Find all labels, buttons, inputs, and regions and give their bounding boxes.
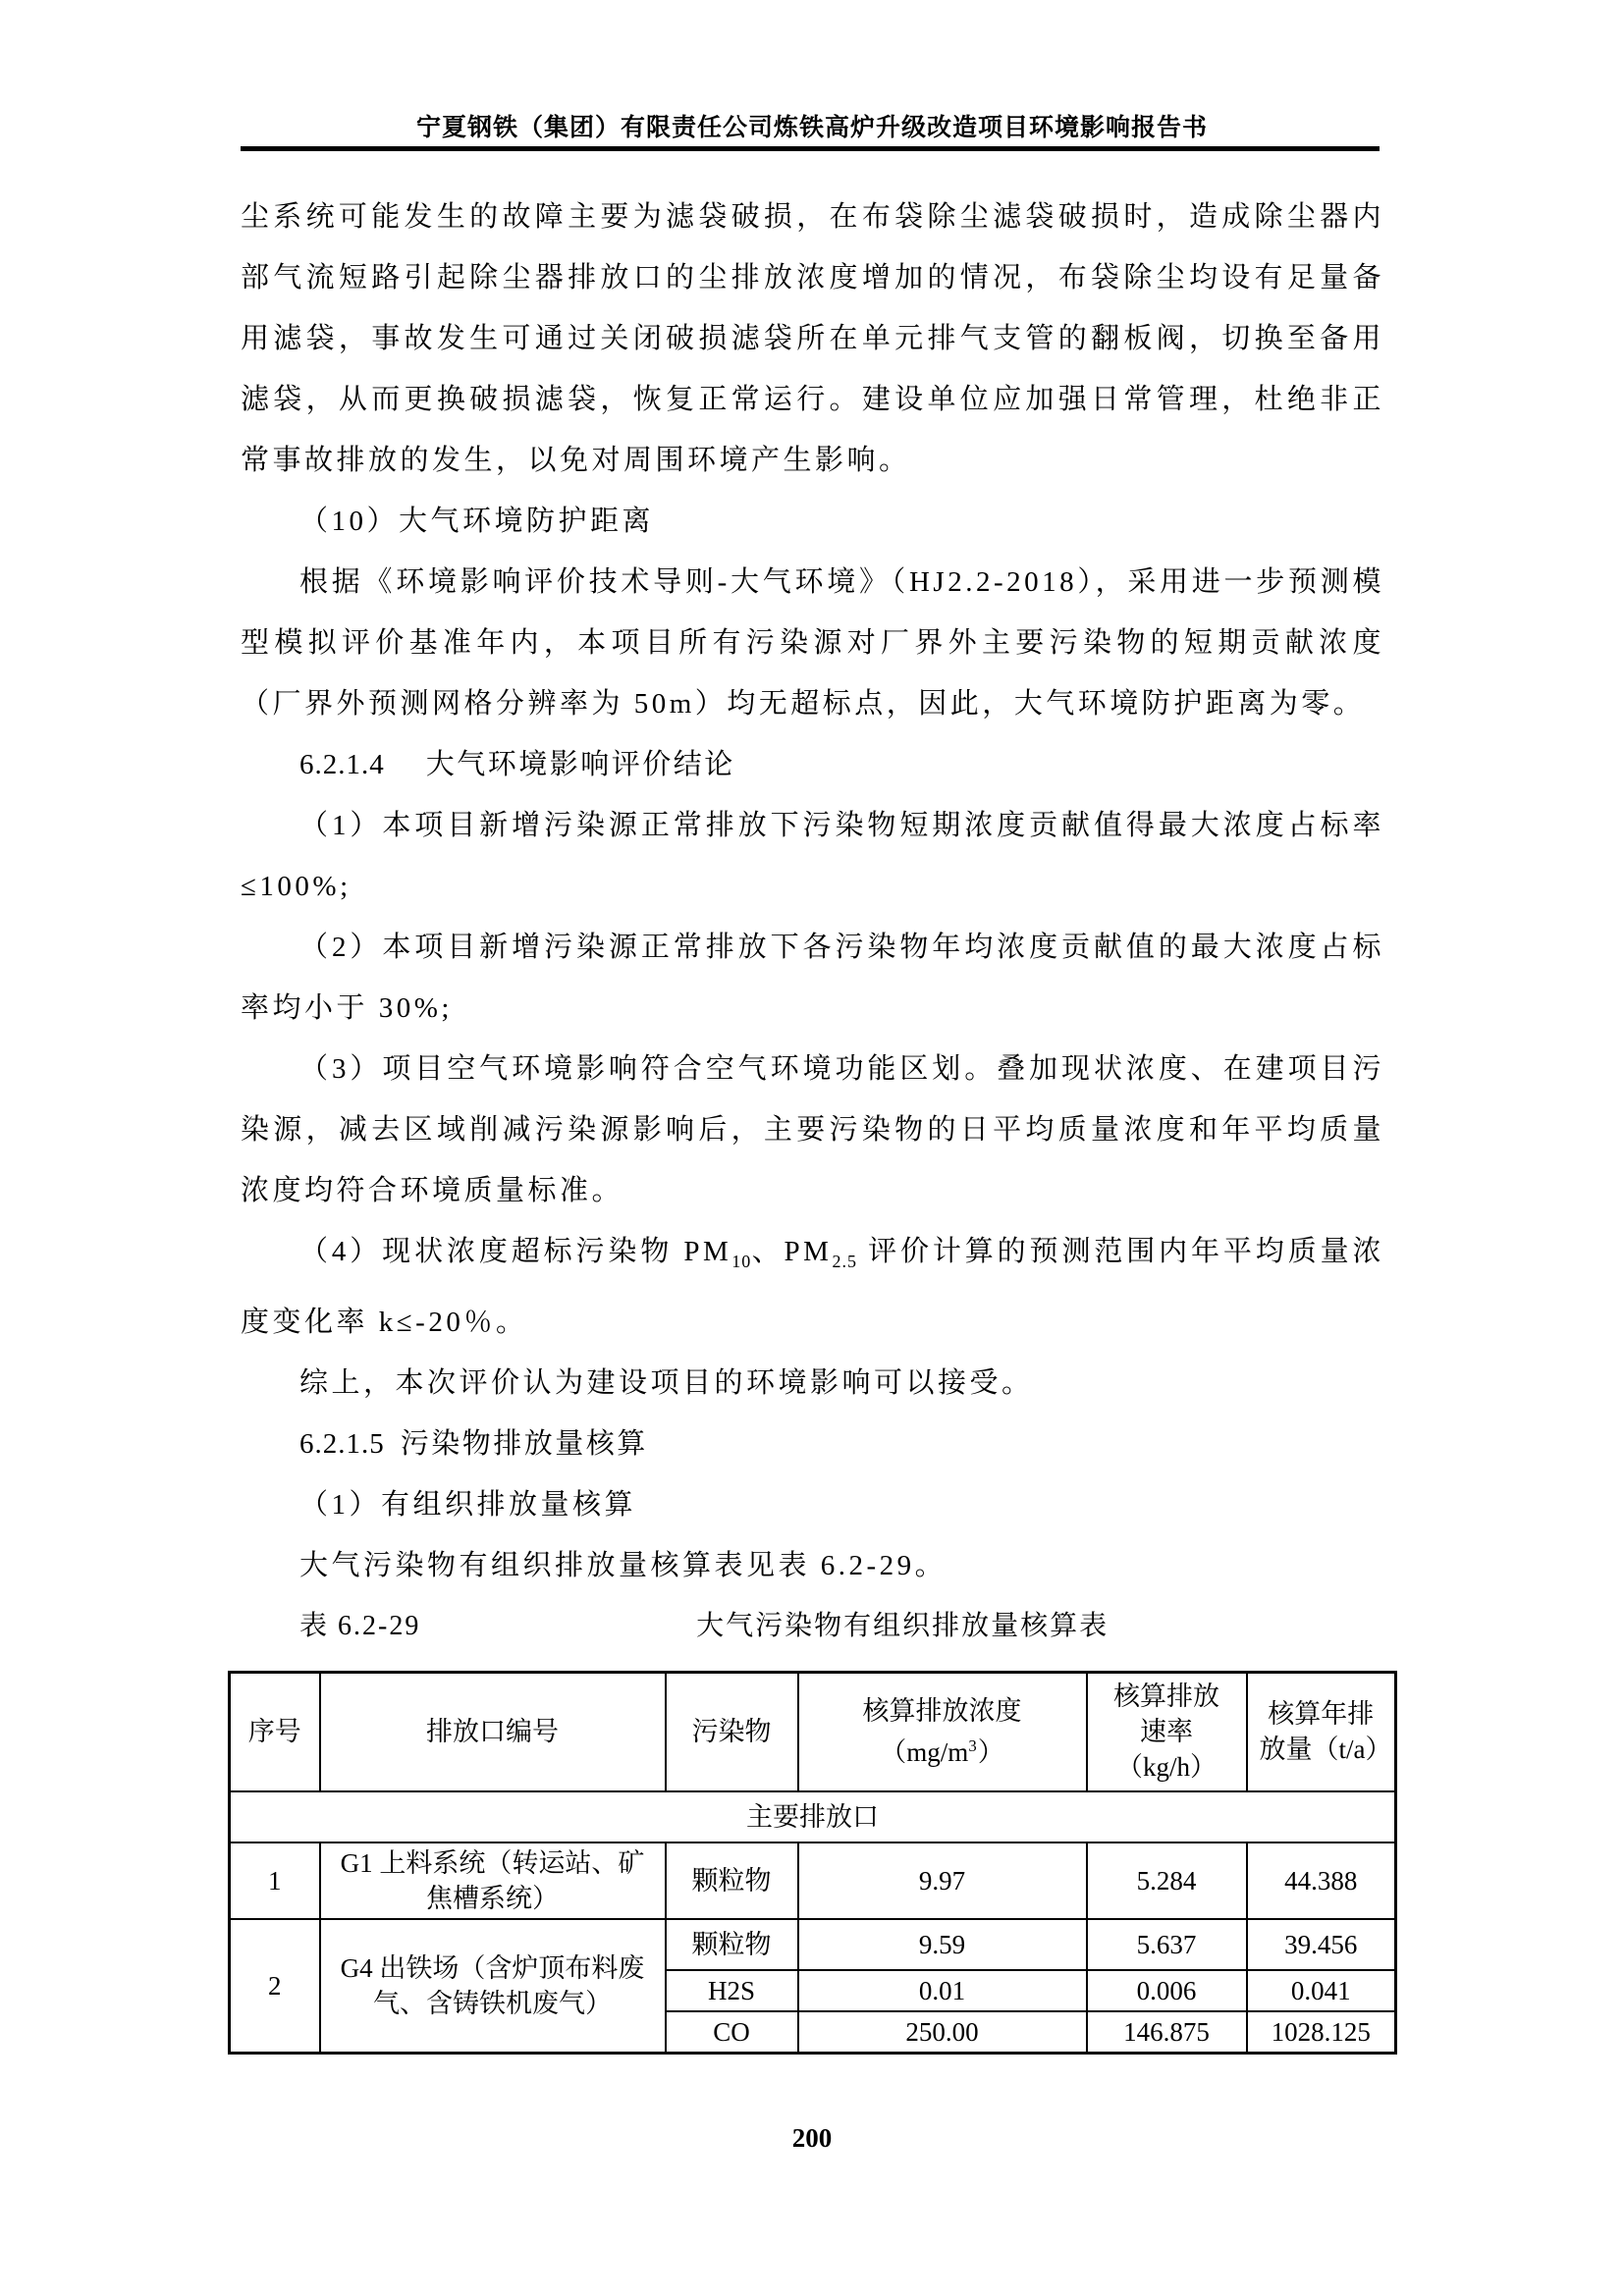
cell-pollutant: 颗粒物 [666, 1842, 798, 1919]
cell-pollutant: 颗粒物 [666, 1919, 798, 1970]
table-row [230, 1842, 1396, 1919]
section-header-main-outlets: 主要排放口 [230, 1791, 1396, 1842]
cell-annual: 1028.125 [1247, 2011, 1396, 2054]
cell-outlet: G1 上料系统（转运站、矿焦槽系统） [320, 1842, 666, 1919]
cell-annual: 44.388 [1247, 1842, 1396, 1919]
col-header-pollutant: 污染物 [666, 1672, 798, 1791]
paragraph-item10-title: （10）大气环境防护距离 [299, 506, 655, 537]
running-header-title: 宁夏钢铁（集团）有限责任公司炼铁高炉升级改造项目环境影响报告书 [415, 115, 1208, 141]
cell-pollutant: H2S [666, 1970, 798, 2011]
unit-post: ） [977, 1737, 1004, 1768]
paragraph-conclusion-3: （3）项目空气环境影响符合空气环境功能区划。叠加现状浓度、在建项目污染源，减去区域削减污染源影响后，主要污染物的日平均质量浓度和年平均质量浓度均符合环境质量标准。 [241, 1053, 1384, 1206]
paragraph-conclusion-2: （2）本项目新增污染源正常排放下各污染物年均浓度贡献值的最大浓度占标率均小于 30%; [241, 932, 1384, 1024]
cell-rate: 5.284 [1087, 1842, 1247, 1919]
table-header-row [230, 1672, 1396, 1791]
col-header-rate [1087, 1672, 1247, 1791]
cell-no: 1 [230, 1842, 320, 1919]
cell-rate: 0.006 [1087, 1970, 1247, 2011]
table-row [230, 1919, 1396, 1970]
pm10-subscript: 10 [731, 1251, 752, 1271]
col-header-annual-line1: 核算年排 [1268, 1699, 1375, 1730]
paragraph-protection-distance: 根据《环境影响评价技术导则-大气环境》（HJ2.2-2018），采用进一步预测模型模拟评价基准年内，本项目所有污染源对厂界外主要污染物的短期贡献浓度（厂界外预测网格分辨率为 50m）均无超标点，因此，大气环境防护距离为零。 [241, 566, 1384, 720]
table-section-row [230, 1791, 1396, 1842]
col-header-concentration [798, 1672, 1087, 1791]
cell-rate: 5.637 [1087, 1919, 1247, 1970]
cell-concentration: 9.97 [798, 1842, 1087, 1919]
section-heading-6-2-1-5 [241, 1414, 1384, 1474]
emissions-accounting-table [228, 1671, 1397, 2055]
paragraph-conclusion-1: （1）本项目新增污染源正常排放下污染物短期浓度贡献值得最大浓度占标率≤100%; [241, 810, 1384, 902]
col-header-annual-line2: 放量（t/a） [1259, 1735, 1392, 1765]
heading-number: 6.2.1.4 [299, 749, 385, 780]
table-caption [241, 1596, 1384, 1657]
table-caption-title: 大气污染物有组织排放量核算表 [696, 1610, 1110, 1641]
cell-concentration: 0.01 [798, 1970, 1087, 2011]
heading-title: 大气环境影响评价结论 [425, 749, 735, 780]
paragraph-conclusion-4 [241, 1221, 1384, 1353]
pm25-subscript: 2.5 [832, 1251, 857, 1271]
conclusion-4-pre: （4）现状浓度超标污染物 PM [299, 1236, 732, 1267]
heading-title: 污染物排放量核算 [400, 1427, 648, 1460]
cell-annual: 0.041 [1247, 1970, 1396, 2011]
col-header-outlet: 排放口编号 [320, 1672, 666, 1791]
heading-number: 6.2.1.5 [299, 1427, 385, 1460]
cell-annual: 39.456 [1247, 1919, 1396, 1970]
conclusion-4-post: 评价计算的预测范围内年平均质量浓度变化率 k≤-20％。 [241, 1236, 1384, 1338]
cell-rate: 146.875 [1087, 2011, 1247, 2054]
cell-no: 2 [230, 1919, 320, 2054]
paragraph-table-reference: 大气污染物有组织排放量核算表见表 6.2-29。 [299, 1549, 947, 1581]
col-header-rate-line1: 核算排放 [1113, 1682, 1219, 1712]
cell-concentration: 250.00 [798, 2011, 1087, 2054]
col-header-rate-line2: 速率 [1140, 1717, 1193, 1747]
conclusion-4-mid: 、PM [751, 1236, 833, 1267]
unit-pre: （mg/m [880, 1737, 969, 1768]
col-header-concentration-unit [811, 1729, 1074, 1770]
cell-outlet: G4 出铁场（含炉顶布料废气、含铸铁机废气） [320, 1919, 666, 2054]
col-header-no: 序号 [230, 1672, 320, 1791]
cell-pollutant: CO [666, 2011, 798, 2054]
col-header-annual [1247, 1672, 1396, 1791]
cell-concentration: 9.59 [798, 1919, 1087, 1970]
header-rule [241, 146, 1380, 151]
paragraph-dust-system: 尘系统可能发生的故障主要为滤袋破损，在布袋除尘滤袋破损时，造成除尘器内部气流短路引起除尘器排放口的尘排放浓度增加的情况，布袋除尘均设有足量备用滤袋，事故发生可通过关闭破损滤袋所在单元排气支管的翻板阀，切换至备用滤袋，从而更换破损滤袋，恢复正常运行。建设单位应加强日常管理，杜绝非正常事故排放的发生，以免对周围环境产生影响。 [241, 201, 1384, 476]
col-header-concentration-line1: 核算排放浓度 [862, 1696, 1022, 1727]
col-header-rate-unit: （kg/h） [1115, 1752, 1217, 1783]
page-number: 200 [791, 2123, 833, 2153]
table-caption-label: 表 6.2-29 [299, 1610, 421, 1641]
cubic-superscript: 3 [968, 1736, 978, 1756]
paragraph-organized-emission: （1）有组织排放量核算 [299, 1488, 637, 1521]
document-body [241, 187, 1392, 2055]
paragraph-summary: 综上，本次评价认为建设项目的环境影响可以接受。 [299, 1366, 1034, 1399]
section-heading-6-2-1-4 [241, 734, 1384, 795]
